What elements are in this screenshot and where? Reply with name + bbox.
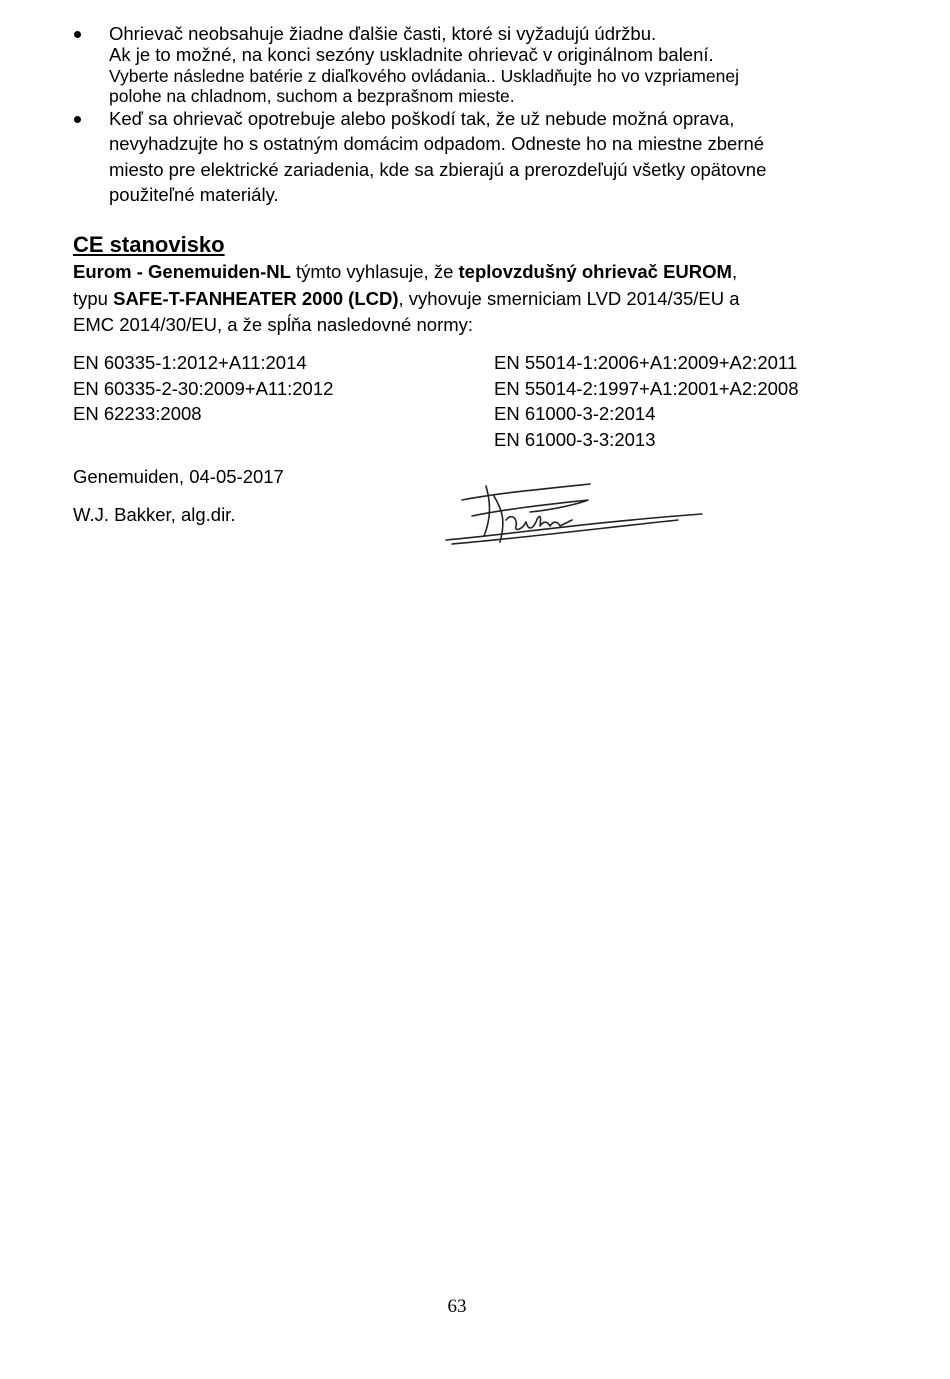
norm-item: EN 55014-2:1997+A1:2001+A2:2008: [494, 377, 799, 399]
norm-item: EN 60335-1:2012+A11:2014: [73, 352, 307, 373]
norm-item: EN 60335-2-30:2009+A11:2012: [73, 377, 334, 399]
bullet-text-line: miesto pre elektrické zariadenia, kde sa zbierajú a prerozdeľujú všetky opätovne: [109, 159, 767, 180]
bullet-text-line: Vyberte následne batérie z diaľkového ovládania.. Uskladňujte ho vo vzpriamenej: [109, 66, 739, 86]
signer-name: W.J. Bakker, alg.dir.: [73, 504, 236, 525]
declaration-text: , vyhovuje smerniciam LVD 2014/35/EU a: [398, 288, 740, 309]
product-name: teplovzdušný ohrievač EUROM: [458, 261, 732, 282]
bullet-text-line: Ak je to možné, na konci sezóny uskladnite ohrievač v originálnom balení.: [109, 44, 714, 65]
norms-list-right: [494, 350, 798, 452]
bullet-text-line: použiteľné materiály.: [109, 184, 279, 205]
ce-declaration-line-1: [73, 259, 873, 284]
declaration-text: typu: [73, 288, 114, 309]
bullet-text-line: polohe na chladnom, suchom a bezprašnom mieste.: [109, 86, 515, 106]
bullet-text-line: nevyhadzujte ho s ostatným domácim odpadom. Odneste ho na miestne zberné: [109, 133, 765, 154]
manufacturer-name: Eurom - Genemuiden-NL: [73, 261, 291, 282]
norms-list-left: [73, 350, 333, 427]
norm-item: EN 62233:2008: [73, 403, 202, 424]
signature-image: [432, 460, 714, 556]
bullet-text-line: Keď sa ohrievač opotrebuje alebo poškodí tak, že už nebude možná oprava,: [109, 108, 735, 129]
bullet-icon: [74, 31, 81, 38]
norm-item: EN 61000-3-3:2013: [494, 428, 656, 450]
bullet-icon: [74, 116, 81, 123]
ce-declaration-line-3: EMC 2014/30/EU, a že spĺňa nasledovné normy:: [73, 314, 474, 335]
page-number: 63: [447, 1296, 467, 1317]
place-and-date: Genemuiden, 04-05-2017: [73, 466, 284, 487]
ce-declaration-line-2: [73, 286, 873, 311]
norm-item: EN 61000-3-2:2014: [494, 403, 656, 424]
norm-item: EN 55014-1:2006+A1:2009+A2:2011: [494, 352, 798, 373]
ce-declaration-heading: CE stanovisko: [73, 232, 225, 257]
bullet-text-line: Ohrievač neobsahuje žiadne ďalšie časti, ktoré si vyžadujú údržbu.: [109, 23, 657, 44]
model-name: SAFE-T-FANHEATER 2000 (LCD): [113, 288, 399, 309]
declaration-text: ,: [731, 261, 738, 282]
declaration-text: týmto vyhlasuje, že: [290, 261, 459, 282]
